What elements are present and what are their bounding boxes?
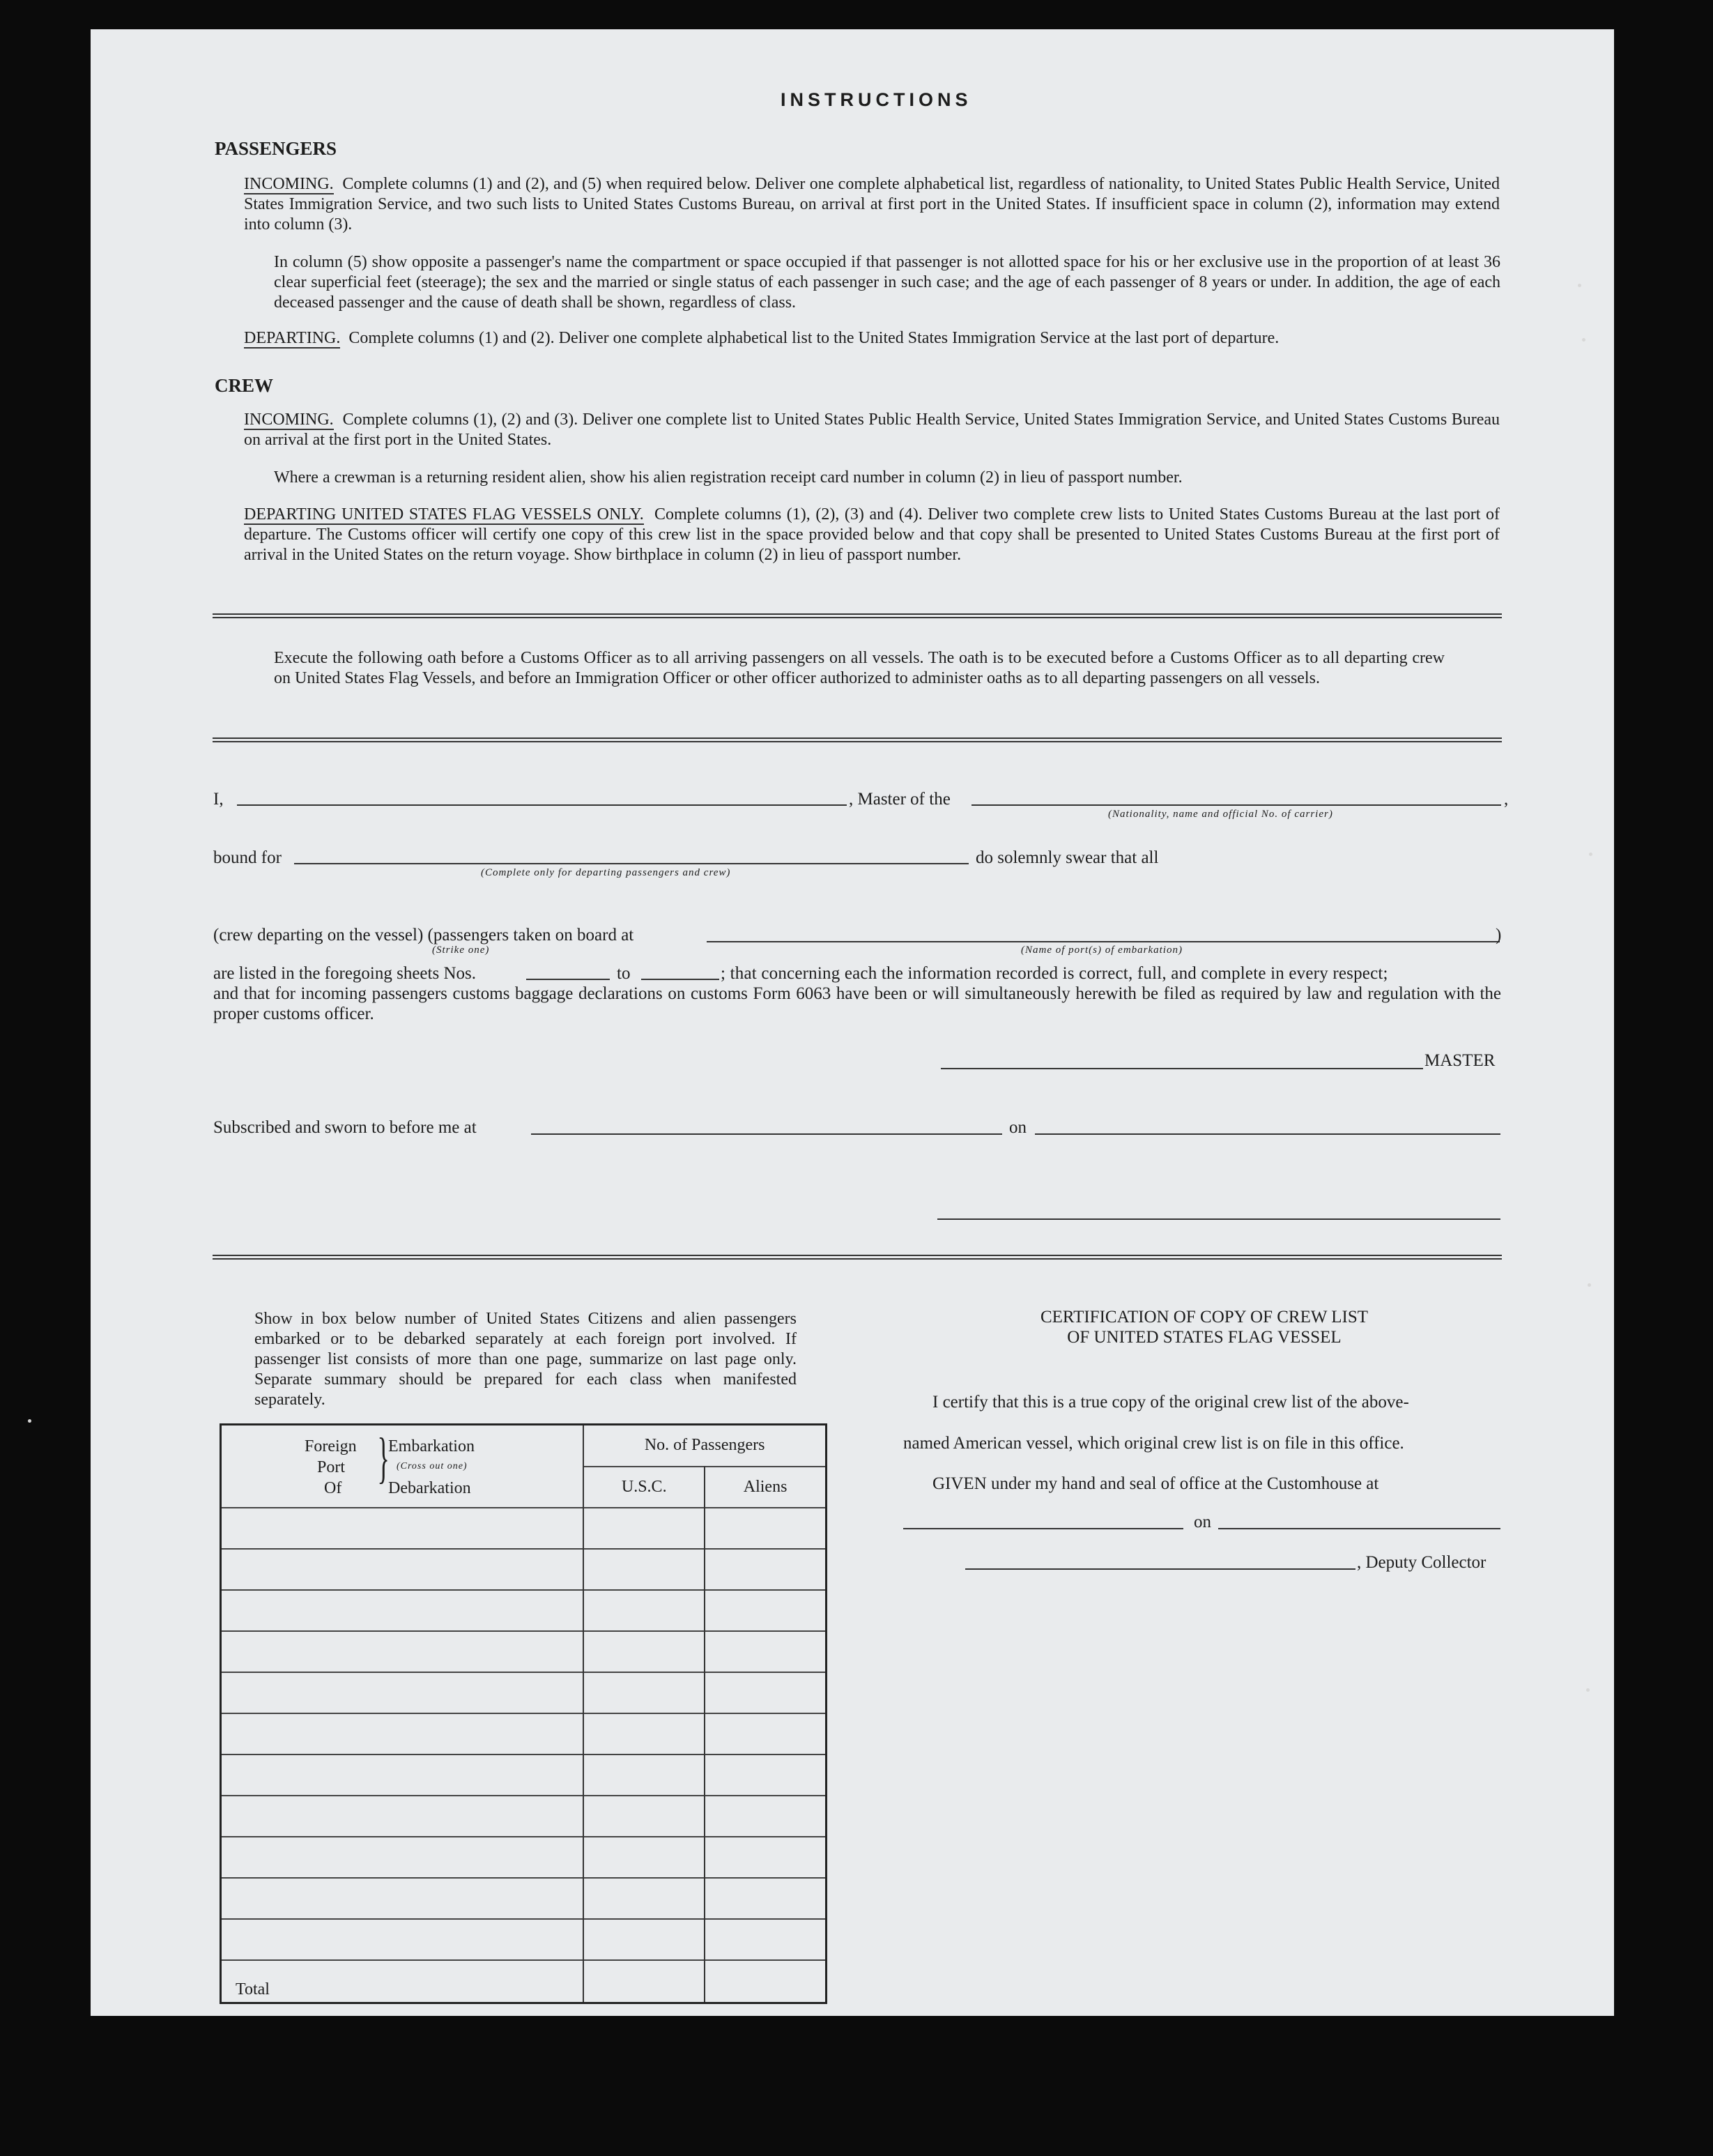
aliens-cell[interactable] <box>705 1919 826 1960</box>
aliens-cell[interactable] <box>705 1631 826 1672</box>
crew-departing-label: DEPARTING UNITED STATES FLAG VESSELS ONLY. <box>244 505 644 523</box>
port-cell[interactable] <box>221 1631 584 1672</box>
scan-speck <box>1588 1283 1591 1287</box>
listed-text-rest: and that for incoming passengers customs baggage declarations on customs Form 6063 have been or will simultaneously herewith be filed as required by law and regulation with the proper customs officer. <box>213 984 1501 1023</box>
aliens-cell[interactable] <box>705 1837 826 1878</box>
passengers-incoming-text: Complete columns (1) and (2), and (5) when required below. Deliver one complete alphabetical list, regardless of nationality, to United States Public Health Service, United States Immigration Service, and two such lists to United States Customs Bureau, on arrival at first port in the United States. If insufficient space in column (2), information may extend into column (3). <box>244 175 1500 234</box>
usc-cell[interactable] <box>583 1919 705 1960</box>
sworn-date-field[interactable] <box>1035 1133 1500 1135</box>
usc-cell[interactable] <box>583 1754 705 1796</box>
usc-cell[interactable] <box>583 1796 705 1837</box>
trailing-comma: , <box>1504 790 1509 809</box>
aliens-cell[interactable] <box>705 1590 826 1631</box>
usc-cell[interactable] <box>583 1713 705 1754</box>
page-title: INSTRUCTIONS <box>781 89 972 110</box>
customhouse-field[interactable] <box>903 1528 1183 1529</box>
of-label: Of <box>324 1479 342 1497</box>
table-row <box>221 1837 827 1878</box>
ports-caption: (Name of port(s) of embarkation) <box>1021 945 1183 956</box>
no-passengers-header: No. of Passengers <box>583 1425 826 1467</box>
aliens-header: Aliens <box>705 1467 826 1508</box>
close-paren: ) <box>1496 926 1502 945</box>
passengers-incoming-paragraph <box>244 174 1500 235</box>
crew-departing-paragraph <box>244 505 1500 565</box>
crew-incoming-text: Complete columns (1), (2) and (3). Deliver one complete list to United States Public Health Service, United States Immigration Service, and United States Customs Bureau on arrival at the first port in the United States. <box>244 411 1500 449</box>
on-label: on <box>1009 1118 1027 1137</box>
master-name-field[interactable] <box>237 804 847 806</box>
port-cell[interactable] <box>221 1590 584 1631</box>
aliens-cell[interactable] <box>705 1796 826 1837</box>
carrier-caption: (Nationality, name and official No. of carrier) <box>1108 809 1333 820</box>
debarkation-label: Debarkation <box>388 1479 471 1497</box>
usc-cell[interactable] <box>583 1631 705 1672</box>
aliens-cell[interactable] <box>705 1754 826 1796</box>
sworn-location-field[interactable] <box>531 1133 1002 1135</box>
scan-speck <box>1578 284 1581 287</box>
sheet-from-field[interactable] <box>526 979 610 980</box>
table-row <box>221 1919 827 1960</box>
passengers-column5-text: In column (5) show opposite a passenger's name the compartment or space occupied if that passenger is not allotted space for his or her exclusive use in the proportion of at least 36 clear superficial feet (steerage); the sex and the married or single status of each passenger in such case; and the age of each passenger of 8 years or under. In addition, the age of each deceased passenger and the cause of death shall be shown, regardless of class. <box>274 253 1500 312</box>
usc-cell[interactable] <box>583 1878 705 1919</box>
passengers-incoming-label: INCOMING. <box>244 175 334 193</box>
aliens-cell[interactable] <box>705 1549 826 1590</box>
usc-cell[interactable] <box>583 1590 705 1631</box>
officer-signature-field[interactable] <box>937 1218 1500 1220</box>
scan-speck <box>1582 338 1585 342</box>
oath-i-label: I, <box>213 790 224 809</box>
usc-header: U.S.C. <box>583 1467 705 1508</box>
master-label: MASTER <box>1424 1051 1496 1070</box>
table-row <box>221 1754 827 1796</box>
port-cell[interactable] <box>221 1713 584 1754</box>
carrier-field[interactable] <box>971 804 1501 806</box>
port-cell[interactable] <box>221 1796 584 1837</box>
passengers-departing-paragraph <box>244 328 1500 349</box>
certification-date-field[interactable] <box>1218 1528 1500 1529</box>
deputy-signature-field[interactable] <box>965 1568 1355 1570</box>
table-row <box>221 1796 827 1837</box>
divider <box>213 613 1502 618</box>
scan-speck <box>1589 853 1592 856</box>
bound-for-label: bound for <box>213 848 282 867</box>
scan-speck <box>1586 1688 1590 1692</box>
table-row <box>221 1508 827 1549</box>
passenger-summary-table <box>220 1423 827 2004</box>
divider <box>213 737 1502 742</box>
crew-heading: CREW <box>215 375 274 396</box>
certification-on-label: on <box>1194 1513 1211 1531</box>
passengers-departing-label: DEPARTING. <box>244 329 341 347</box>
passengers-departing-text: Complete columns (1) and (2). Deliver one complete alphabetical list to the United States Immigration Service at the last port of departure. <box>348 329 1280 347</box>
port-cell[interactable] <box>221 1672 584 1713</box>
swear-text: do solemnly swear that all <box>976 848 1159 867</box>
table-row <box>221 1549 827 1590</box>
table-header-row <box>221 1425 827 1467</box>
bound-caption: (Complete only for departing passengers and crew) <box>481 867 731 878</box>
master-signature-field[interactable] <box>941 1068 1423 1069</box>
table-total-row <box>221 1960 827 2003</box>
port-cell[interactable] <box>221 1508 584 1549</box>
port-header-cell <box>221 1425 584 1508</box>
table-row <box>221 1878 827 1919</box>
listed-text-a: are listed in the foregoing sheets Nos. <box>213 964 476 983</box>
brace-glyph: } <box>377 1428 390 1489</box>
port-cell[interactable] <box>221 1837 584 1878</box>
strike-caption: (Strike one) <box>432 945 490 956</box>
port-cell[interactable] <box>221 1549 584 1590</box>
total-usc-cell[interactable] <box>583 1960 705 2003</box>
aliens-cell[interactable] <box>705 1508 826 1549</box>
crew-incoming-paragraph <box>244 410 1500 450</box>
port-label: Port <box>317 1458 346 1476</box>
total-label: Total <box>221 1960 584 2003</box>
certification-line3: GIVEN under my hand and seal of office at the Customhouse at <box>932 1474 1379 1493</box>
usc-cell[interactable] <box>583 1672 705 1713</box>
deputy-collector-label: , Deputy Collector <box>1357 1553 1487 1572</box>
crew-incoming-label: INCOMING. <box>244 411 334 429</box>
total-aliens-cell[interactable] <box>705 1960 826 2003</box>
sheet-to-field[interactable] <box>641 979 719 980</box>
port-cell[interactable] <box>221 1878 584 1919</box>
port-cell[interactable] <box>221 1919 584 1960</box>
port-cell[interactable] <box>221 1754 584 1796</box>
certification-title-line2: OF UNITED STATES FLAG VESSEL <box>1067 1328 1342 1347</box>
listed-to: to <box>617 964 631 983</box>
crew-alien-text: Where a crewman is a returning resident alien, show his alien registration receipt card number in column (2) in lieu of passport number. <box>274 468 1183 487</box>
listed-text-b: ; that concerning each the information recorded is correct, full, and complete in every respect; <box>721 964 1388 983</box>
subscribed-text: Subscribed and sworn to before me at <box>213 1118 477 1137</box>
foreign-label: Foreign <box>305 1437 357 1455</box>
passengers-heading: PASSENGERS <box>215 138 337 159</box>
table-row <box>221 1590 827 1631</box>
aliens-cell[interactable] <box>705 1713 826 1754</box>
table-row <box>221 1631 827 1672</box>
cross-out-caption: (Cross out one) <box>397 1461 468 1471</box>
aliens-cell[interactable] <box>705 1672 826 1713</box>
certification-title-line1: CERTIFICATION OF COPY OF CREW LIST <box>1040 1308 1369 1327</box>
certification-line2: named American vessel, which original crew list is on file in this office. <box>903 1434 1404 1453</box>
master-of-label: , Master of the <box>849 790 951 809</box>
bound-for-field[interactable] <box>294 863 969 864</box>
oath-instructions: Execute the following oath before a Customs Officer as to all arriving passengers on all vessels. The oath is to be executed before a Customs Officer as to all departing crew on United States Flag Vessels, and before an Immigration Officer or other officer authorized to administer oaths as to all departing passengers on all vessels. <box>274 649 1445 687</box>
scan-speck <box>28 1419 31 1423</box>
certification-line1: I certify that this is a true copy of the original crew list of the above- <box>932 1393 1409 1412</box>
aliens-cell[interactable] <box>705 1878 826 1919</box>
crew-departing-text: (crew departing on the vessel) (passengers taken on board at <box>213 926 634 945</box>
table-row <box>221 1713 827 1754</box>
table-row <box>221 1672 827 1713</box>
usc-cell[interactable] <box>583 1508 705 1549</box>
usc-cell[interactable] <box>583 1549 705 1590</box>
summary-instructions: Show in box below number of United States Citizens and alien passengers embarked or to be debarked separately at each foreign port involved. If passenger list consists of more than one page, summarize on last page only. Separate summary should be prepared for each class when manifested separately. <box>254 1310 797 1409</box>
embarkation-label: Embarkation <box>388 1437 475 1455</box>
crew-departing-text: Complete columns (1), (2), (3) and (4). Deliver two complete crew lists to United States Customs Bureau at the last port of departure. The Customs officer will certify one copy of this crew list in the space provided below and that copy shall be presented to United States Customs Bureau at the first port of arrival in the United States on the return voyage. Show birthplace in column (2) in lieu of passport number. <box>244 505 1500 564</box>
divider <box>213 1255 1502 1260</box>
usc-cell[interactable] <box>583 1837 705 1878</box>
embarkation-ports-field[interactable] <box>707 941 1500 942</box>
